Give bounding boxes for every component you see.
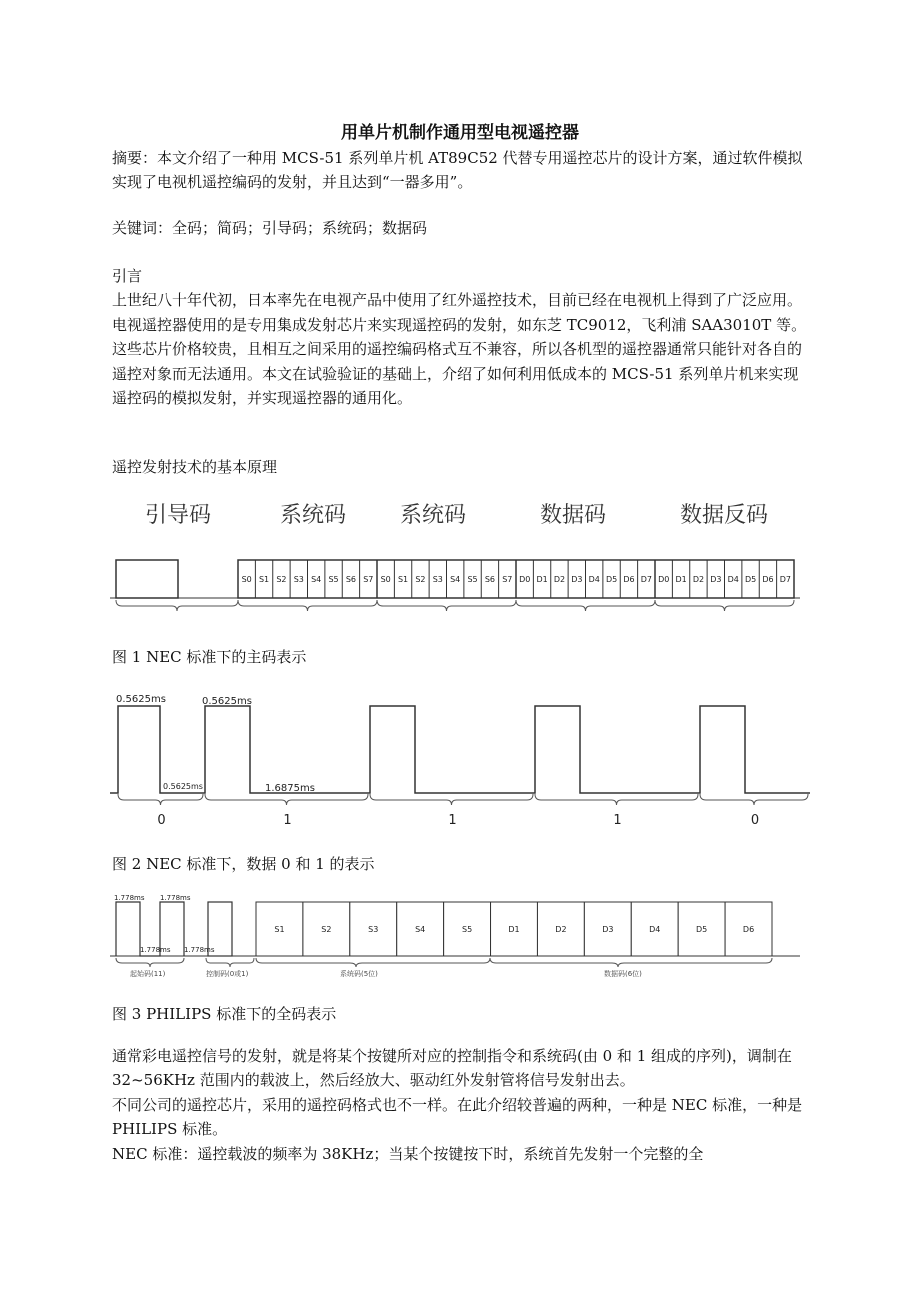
keywords-line: [112, 216, 812, 240]
fig1-bit-label: S4: [450, 575, 461, 584]
fig1-bit-label: S7: [502, 575, 513, 584]
fig1-bit-label: D2: [692, 575, 705, 584]
fig1-bit-label: D6: [623, 575, 635, 584]
intro-heading: 引言: [112, 267, 143, 285]
page-title: 用单片机制作通用型电视遥控器: [341, 123, 579, 143]
fig3-bit-label: D4: [649, 925, 661, 934]
fig2-brace: [118, 794, 203, 805]
brace-start-label: 起始码(11): [130, 970, 166, 978]
fig1-bit-label: D4: [588, 575, 600, 584]
fig2-bit-value: 0: [157, 813, 166, 828]
fig1-bit-label: D2: [553, 575, 566, 584]
space-width-label-0: 0.5625ms: [163, 782, 203, 791]
fig1-brace-group: [655, 600, 794, 611]
fig3-bit-label: S2: [321, 925, 332, 934]
fig1-bit-label: S2: [415, 575, 426, 584]
timing-label-3: 1.778ms: [140, 946, 171, 954]
fig3-bit-label: S5: [462, 925, 473, 934]
fig3-bit-label: D6: [742, 925, 755, 934]
fig1-brace-lead: [116, 600, 238, 611]
principle-heading: 遥控发射技术的基本原理: [112, 458, 278, 476]
brace-start-code: [116, 958, 184, 967]
brace-system-code: [256, 958, 490, 967]
fig1-bit-label: S4: [311, 575, 322, 584]
fig1-brace-group: [238, 600, 377, 611]
fig1-bit-label: D1: [536, 575, 548, 584]
abstract-paragraph: [112, 146, 812, 195]
fig1-bit-label: D1: [675, 575, 687, 584]
figure-2-nec-bit-timing: [110, 688, 810, 828]
fig1-bit-label: D7: [779, 575, 791, 584]
intro-body: 上世纪八十年代初，日本率先在电视产品中使用了红外遥控技术，目前已经在电视机上得到了广泛应用。电视遥控器使用的是专用集成发射芯片来实现遥控码的发射，如东芝 TC9012，飞利浦 SAA3010T 等。这些芯片价格较贵，且相互之间采用的遥控编码格式互不兼容，所以各机型的遥控器通常只能针对各自的遥控对象而无法通用。本文在试验验证的基础上，介绍了如何利用低成本的 MCS-51 系列单片机来实现遥控码的模拟发射，并实现遥控器的通用化。: [112, 291, 807, 408]
fig2-bit-value: 0: [750, 813, 760, 828]
fig2-brace: [535, 794, 698, 805]
brace-system-label: 系统码(5位): [340, 970, 378, 978]
fig1-bit-label: S2: [276, 575, 287, 584]
brace-data-label: 数据码(6位): [604, 970, 642, 978]
paragraph-1: 通常彩电遥控信号的发射，就是将某个按键所对应的控制指令和系统码(由 0 和 1 组成的序列)，调制在 32~56KHz 范围内的载波上，然后经放大、驱动红外发射管将信号发射出去。: [112, 1047, 792, 1090]
fig3-bit-label: S4: [415, 925, 426, 934]
figure-1-caption: 图 1 NEC 标准下的主码表示: [112, 648, 307, 666]
fig1-bit-label: D3: [710, 575, 722, 584]
fig3-bit-label: D3: [602, 925, 614, 934]
fig1-bit-label: D4: [727, 575, 739, 584]
fig3-bit-label: D5: [696, 925, 708, 934]
fig1-bit-label: D0: [658, 575, 670, 584]
fig1-bit-label: S0: [380, 575, 391, 584]
space-width-label-1: 1.6875ms: [265, 783, 315, 794]
fig2-brace: [370, 794, 533, 805]
fig1-group-label: 系统码: [280, 503, 347, 528]
figure-3-philips-full-code: [110, 890, 800, 985]
fig1-bit-label: S6: [345, 575, 357, 584]
fig1-bit-label: S5: [467, 575, 478, 584]
pulse-width-label-2: 0.5625ms: [202, 696, 252, 707]
fig1-bit-label: S5: [328, 575, 339, 584]
fig2-brace: [700, 794, 808, 805]
fig2-bit-value: 1: [448, 813, 457, 828]
abstract-text: 摘要：本文介绍了一种用 MCS-51 系列单片机 AT89C52 代替专用遥控芯片的设计方案，通过软件模拟实现了电视机遥控编码的发射，并且达到“一器多用”。: [112, 149, 803, 192]
fig1-bit-label: D6: [762, 575, 774, 584]
brace-control-label: 控制码(0或1): [206, 970, 249, 978]
fig1-bit-label: S0: [241, 575, 252, 584]
fig2-bit-value: 1: [613, 813, 622, 828]
fig1-group-label: 数据码: [540, 503, 607, 528]
figure-1-nec-main-code: [110, 488, 800, 628]
pulse-width-label-1: 0.5625ms: [116, 694, 166, 705]
fig3-bit-label: S1: [274, 925, 285, 934]
paragraph-2: 不同公司的遥控芯片，采用的遥控码格式也不一样。在此介绍较普遍的两种，一种是 NEC 标准，一种是 PHILIPS 标准。: [112, 1095, 803, 1139]
fig2-bit-value: 1: [283, 813, 292, 828]
body-section: [112, 1044, 812, 1166]
fig3-bit-label: S3: [368, 925, 379, 934]
fig3-bit-label: D1: [508, 925, 520, 934]
fig3-bit-label: D2: [555, 925, 567, 934]
fig1-bit-label: S6: [484, 575, 496, 584]
fig1-bit-label: D3: [571, 575, 583, 584]
fig1-bit-label: D5: [605, 575, 618, 584]
fig1-group-label: 数据反码: [680, 503, 769, 528]
timing-label-2: 1.778ms: [160, 894, 191, 902]
fig1-bit-label: D0: [519, 575, 531, 584]
figure-3-caption: 图 3 PHILIPS 标准下的全码表示: [112, 1005, 337, 1023]
bit-waveform: [110, 706, 810, 793]
brace-control-code: [206, 958, 254, 967]
fig1-bit-label: S7: [363, 575, 374, 584]
fig1-bit-label: D7: [640, 575, 652, 584]
fig1-group-label: 系统码: [400, 503, 467, 528]
principle-heading-block: [112, 455, 812, 479]
figure-2-caption: 图 2 NEC 标准下，数据 0 和 1 的表示: [112, 855, 375, 873]
fig1-bit-label: S1: [258, 575, 270, 584]
fig1-bit-label: S1: [397, 575, 409, 584]
fig2-brace: [205, 794, 368, 805]
fig1-bit-label: D5: [744, 575, 757, 584]
fig1-brace-group: [516, 600, 655, 611]
fig1-brace-group: [377, 600, 516, 611]
timing-label-4: 1.778ms: [184, 946, 215, 954]
fig1-group-label: 引导码: [145, 503, 212, 528]
paragraph-3: NEC 标准：遥控载波的频率为 38KHz；当某个按键按下时，系统首先发射一个完整的全: [112, 1144, 704, 1163]
keywords-text: 关键词：全码；简码；引导码；系统码；数据码: [112, 219, 428, 237]
fig1-bit-label: S3: [432, 575, 443, 584]
brace-data-code: [490, 958, 772, 967]
fig1-bit-label: S3: [293, 575, 304, 584]
timing-label-1: 1.778ms: [114, 894, 145, 902]
intro-section: [112, 264, 812, 410]
